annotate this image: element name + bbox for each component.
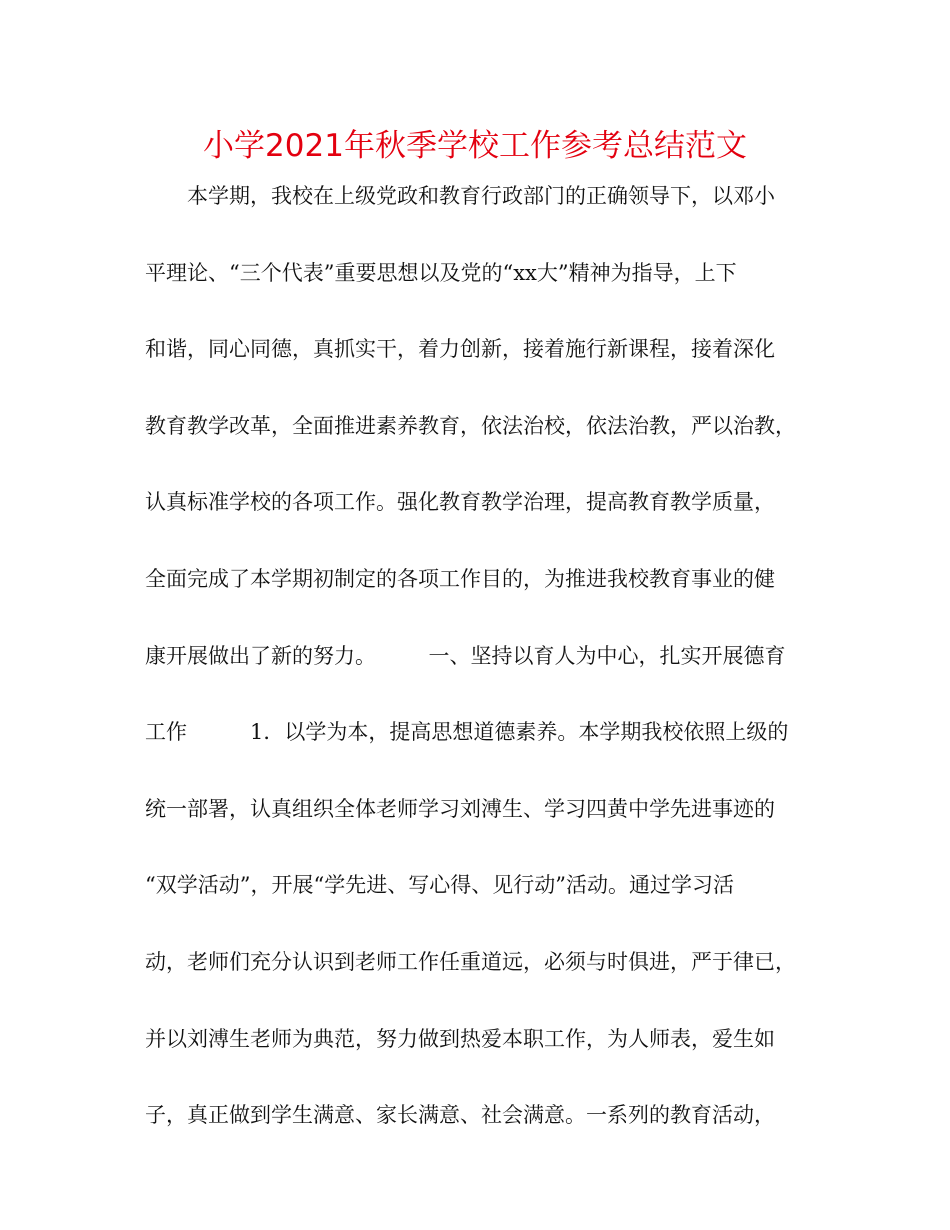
body-line: 本学期，我校在上级党政和教育行政部门的正确领导下，以邓小 [145, 184, 775, 208]
document-body [145, 158, 810, 1154]
body-line: 教育教学改革，全面推进素养教育，依法治校，依法治教，严以治教， [145, 413, 796, 438]
body-line: 动，老师们充分认识到老师工作任重道远，必须与时俱进，严于律已， [145, 949, 796, 974]
body-line: 认真标准学校的各项工作。强化教育教学治理，提高教育教学质量， [145, 490, 775, 515]
body-line: 统一部署，认真组织全体老师学习刘溥生、学习四黄中学先进事迹的 [145, 796, 775, 821]
body-line: 子，真正做到学生满意、家长满意、社会满意。一系列的教育活动， [145, 1103, 775, 1128]
body-line: 工作 1．以学为本，提高思想道德素养。本学期我校依照上级的 [145, 720, 789, 745]
body-line: 全面完成了本学期初制定的各项工作目的，为推进我校教育事业的健 [145, 566, 775, 591]
body-line: 并以刘溥生老师为典范，努力做到热爱本职工作，为人师表，爱生如 [145, 1026, 775, 1051]
body-line: 平理论、“三个代表”重要思想以及党的“xx大”精神为指导，上下 [145, 260, 737, 285]
body-line: 和谐，同心同德，真抓实干，着力创新，接着施行新课程，接着深化 [145, 337, 775, 362]
body-line: 康开展做出了新的努力。 一、坚持以育人为中心，扎实开展德育 [145, 643, 786, 668]
body-line: “双学活动”，开展“学先进、写心得、见行动”活动。通过学习活 [145, 873, 734, 898]
document-title: 小学2021年秋季学校工作参考总结范文 [203, 128, 747, 164]
